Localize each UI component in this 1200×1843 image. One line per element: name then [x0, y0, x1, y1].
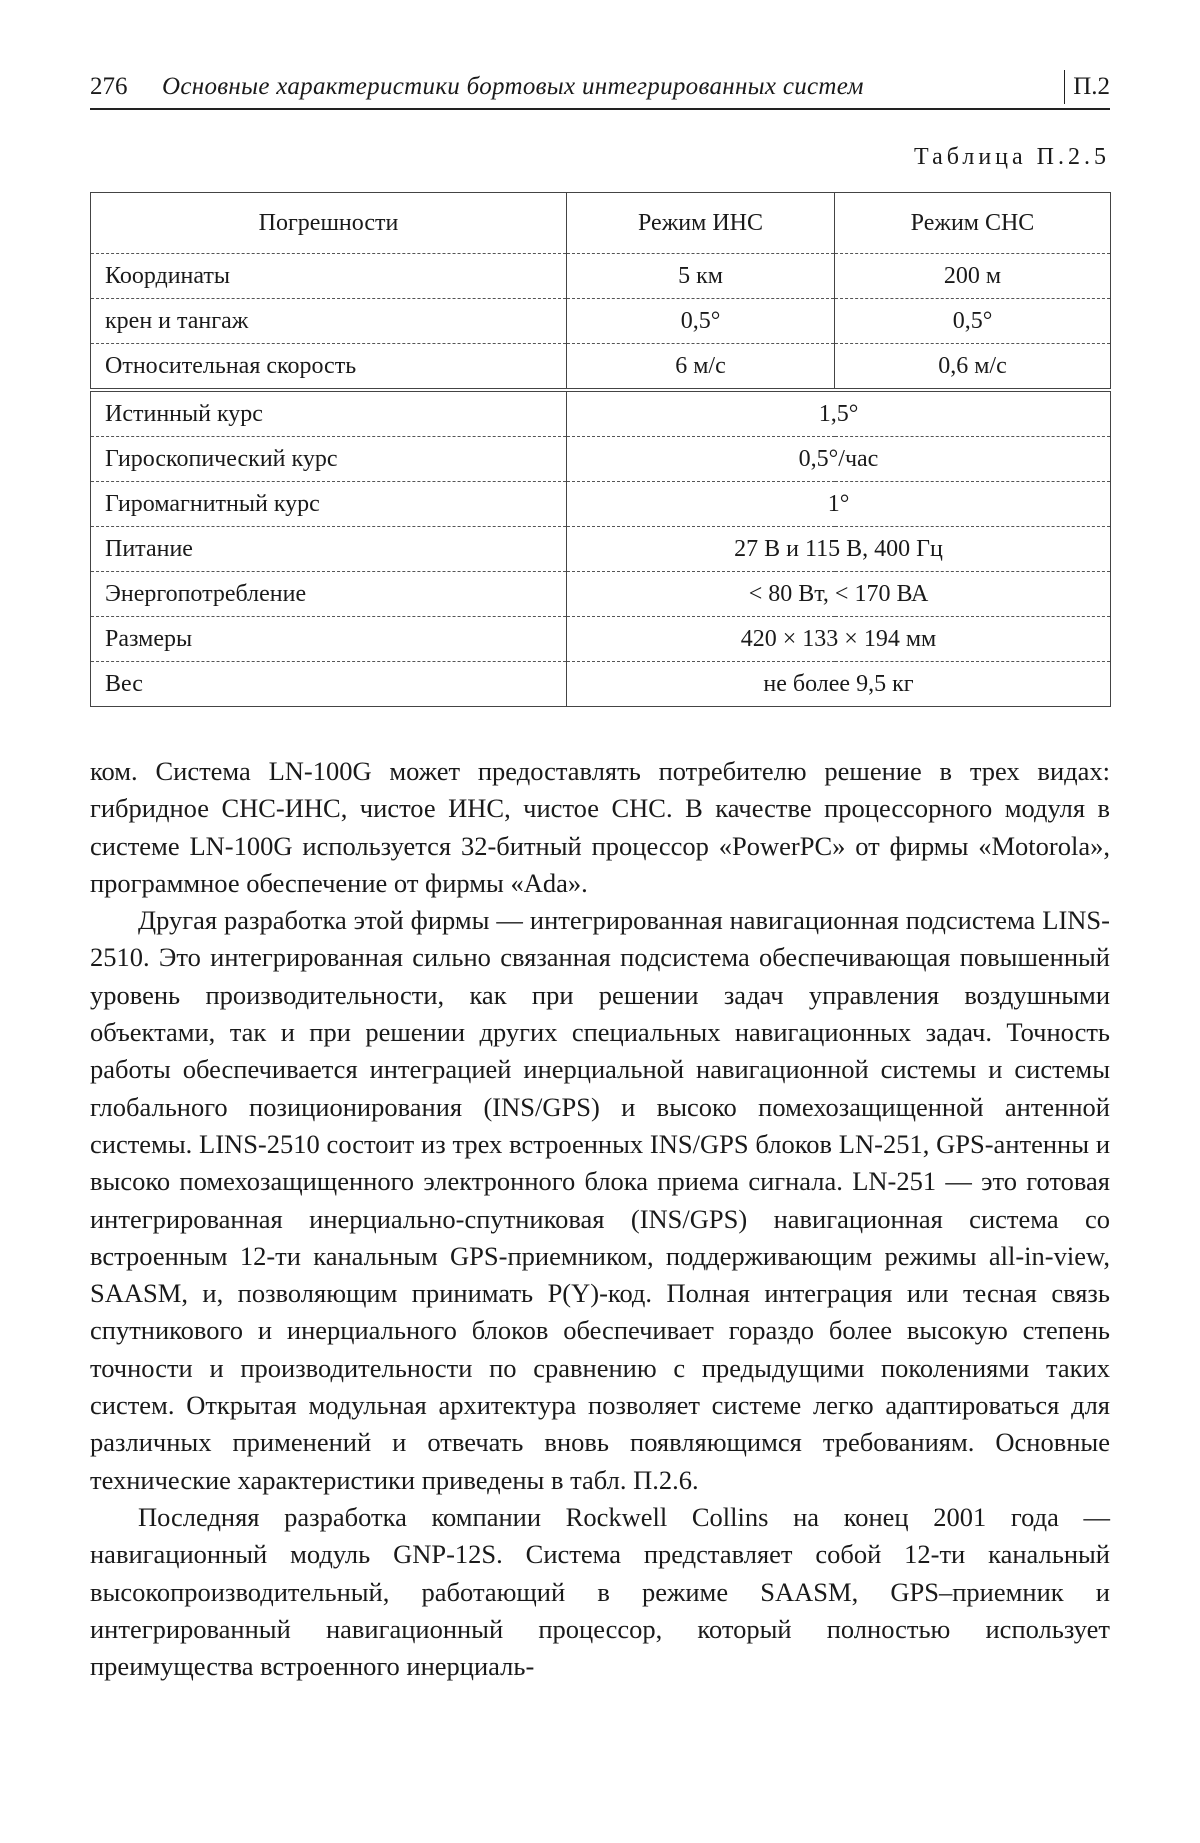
specifications-table: [90, 192, 1111, 707]
table-row: [91, 617, 1111, 662]
row-value: < 80 Вт, < 170 ВА: [567, 572, 1111, 617]
row-label: Гиромагнитный курс: [91, 482, 567, 527]
paragraph: ком. Система LN-100G может предоставлять потребителю решение в трех видах: гибридное СНС-ИНС, чистое ИНС, чистое СНС. В качестве процессорного модуля в системе LN-100G используется 32-битный процессор «PowerPC» от фирмы «Motorola», программное обеспечение от фирмы «Ada».: [90, 756, 1110, 898]
table-header-row: [91, 193, 1111, 254]
table-caption: Таблица П.2.5: [914, 144, 1110, 170]
row-label: Относительная скорость: [91, 344, 567, 391]
section-label: П.2: [1064, 70, 1110, 104]
running-head-title: Основные характеристики бортовых интегрированных систем: [162, 73, 864, 100]
row-value: 1,5°: [567, 390, 1111, 437]
body-text: [90, 753, 1110, 1685]
paragraph: Другая разработка этой фирмы — интегрированная навигационная подсистема LINS-2510. Это интегрированная сильно связанная подсистема обеспечивающая повышенный уровень производительности, как при решении задач управления воздушными объектами, так и при решении других специальных навигационных задач. Точность работы обеспечивается интеграцией инерциальной навигационной системы и системы глобального позиционирования (INS/GPS) и высоко помехозащищенной антенной системы. LINS-2510 состоит из трех встроенных INS/GPS блоков LN-251, GPS-антенны и высоко помехозащищенного электронного блока приема сигнала. LN-251 — это готовая интегрированная инерциально-спутниковая (INS/GPS) навигационная система со встроенным 12-ти канальным GPS-приемником, поддерживающим режимы all-in-view, SAASM, и, позволяющим принимать P(Y)-код. Полная интеграция или тесная связь спутникового и инерциального блоков обеспечивает гораздо более высокую степень точности и производительности по сравнению с предыдущими поколениями таких систем. Открытая модульная архитектура позволяет системе легко адаптироваться для различных применений и отвечать вновь появляющимся требованиям. Основные технические характеристики приведены в табл. П.2.6.: [90, 905, 1110, 1495]
table-row: [91, 299, 1111, 344]
header-ins-mode: Режим ИНС: [567, 193, 835, 254]
book-page: [90, 70, 1110, 1685]
table-row: [91, 437, 1111, 482]
page-number: 276: [90, 73, 128, 100]
row-label: Энергопотребление: [91, 572, 567, 617]
table-row: [91, 662, 1111, 707]
row-label: Гироскопический курс: [91, 437, 567, 482]
table-row: [91, 390, 1111, 437]
row-value: не более 9,5 кг: [567, 662, 1111, 707]
row-label: Питание: [91, 527, 567, 572]
running-head: [90, 70, 1110, 110]
table-row: [91, 572, 1111, 617]
table-row: [91, 482, 1111, 527]
sns-value: 200 м: [835, 254, 1111, 299]
sns-value: 0,5°: [835, 299, 1111, 344]
ins-value: 6 м/с: [567, 344, 835, 391]
row-label: крен и тангаж: [91, 299, 567, 344]
sns-value: 0,6 м/с: [835, 344, 1111, 391]
ins-value: 0,5°: [567, 299, 835, 344]
row-value: 420 × 133 × 194 мм: [567, 617, 1111, 662]
row-value: 1°: [567, 482, 1111, 527]
row-label: Истинный курс: [91, 390, 567, 437]
table-row: [91, 344, 1111, 391]
header-sns-mode: Режим СНС: [835, 193, 1111, 254]
row-label: Координаты: [91, 254, 567, 299]
table-row: [91, 254, 1111, 299]
row-value: 0,5°/час: [567, 437, 1111, 482]
paragraph: Последняя разработка компании Rockwell Collins на конец 2001 года — навигационный модуль GNP-12S. Система представляет собой 12-ти канальный высокопроизводительный, работающий в режиме SAASM, GPS–приемник и интегрированный навигационный процессор, который полностью использует преимущества встроенного инерциаль-: [90, 1501, 1110, 1682]
ins-value: 5 км: [567, 254, 835, 299]
row-value: 27 В и 115 В, 400 Гц: [567, 527, 1111, 572]
row-label: Вес: [91, 662, 567, 707]
header-errors: Погрешности: [91, 193, 567, 254]
row-label: Размеры: [91, 617, 567, 662]
table-row: [91, 527, 1111, 572]
